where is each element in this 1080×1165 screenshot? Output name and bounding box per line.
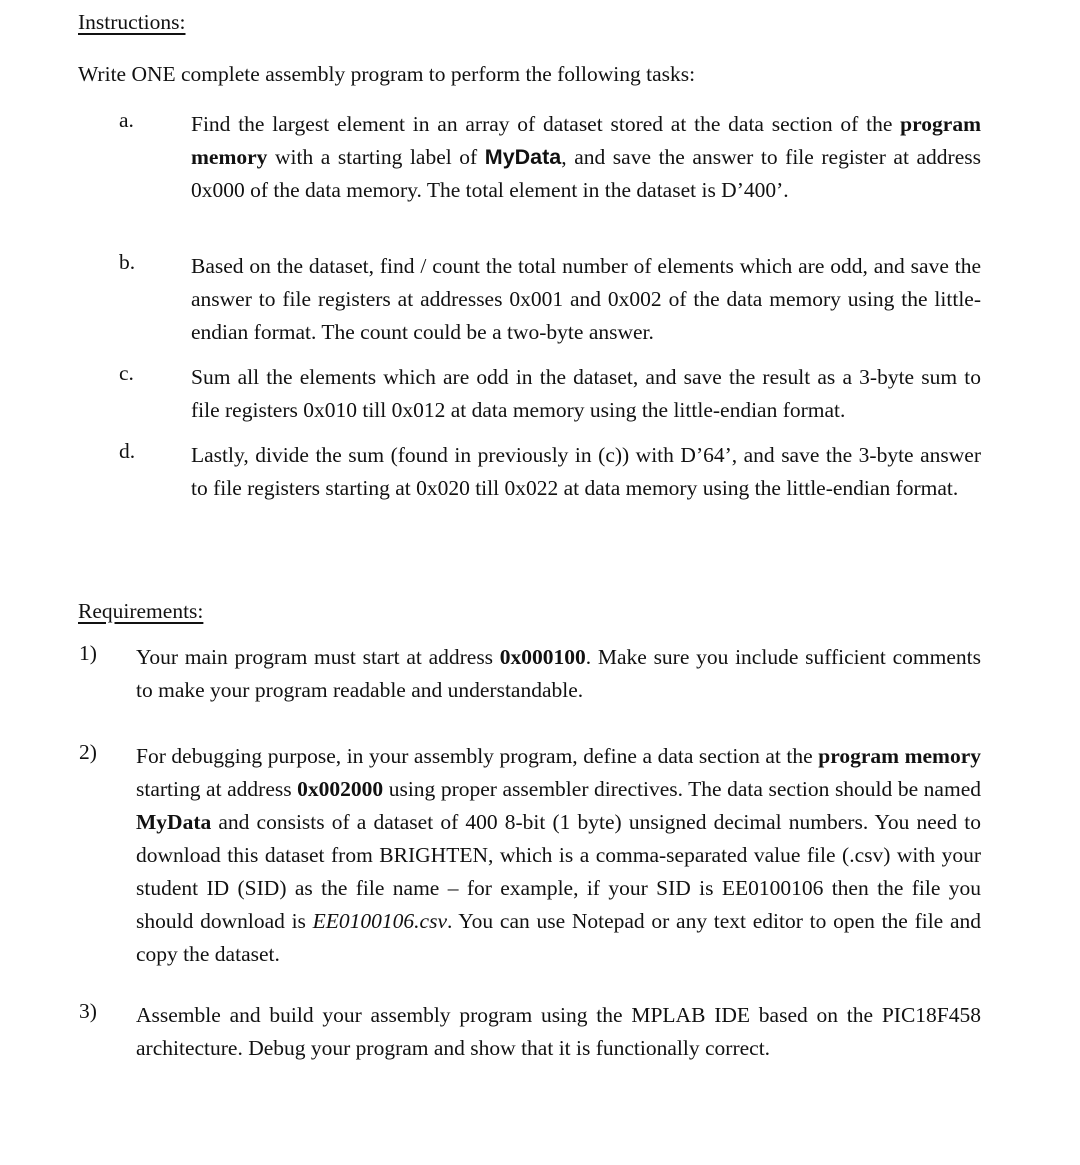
task-marker: b. — [119, 250, 136, 274]
task-marker: d. — [119, 439, 136, 463]
emphasis-section-name: MyData — [136, 810, 212, 834]
task-text: Sum all the elements which are odd in the dataset, and save the result as a 3-byte sum to file registers 0x010 till 0x012 at data memory using the little-endian format. — [191, 365, 981, 422]
mydata-label: MyData — [484, 145, 562, 169]
requirements-heading: Requirements: — [78, 599, 204, 623]
requirement-text: For debugging purpose, in your assembly program, define a data section at the program memory starting at address 0x002000 using proper assembler directives. The data section should be named MyData and consists of a dataset of 400 8-bit (1 byte) unsigned decimal numbers. You need to download this dataset from BRIGHTEN, which is a comma-separated value file (.csv) with your student ID (SID) as the file name – for example, if your SID is EE0100106 then the file you should download is EE0100106.csv. You can use Notepad or any text editor to open the file and copy the dataset. — [136, 744, 981, 966]
task-marker: c. — [119, 361, 134, 385]
task-text: Based on the dataset, find / count the total number of elements which are odd, and save the answer to file registers at addresses 0x001 and 0x002 of the data memory using the little-endian format. The count could be a two-byte answer. — [191, 254, 981, 344]
requirement-marker: 2) — [79, 740, 97, 764]
requirement-marker: 3) — [79, 999, 97, 1023]
emphasis-program-memory: program memory — [818, 744, 981, 768]
emphasis-program-memory: program memory — [191, 112, 981, 169]
task-marker: a. — [119, 108, 134, 132]
requirement-marker: 1) — [79, 641, 97, 665]
emphasis-address: 0x000100 — [499, 645, 586, 669]
task-text: Find the largest element in an array of dataset stored at the data section of the program memory with a starting label of MyData, and save the answer to file register at address 0x000 of the data memory. The total element in the dataset is D’400’. — [191, 112, 981, 202]
instructions-heading: Instructions: — [78, 10, 186, 34]
example-filename: EE0100106.csv — [312, 909, 447, 933]
intro-text: Write ONE complete assembly program to perform the following tasks: — [78, 62, 696, 86]
requirement-text: Your main program must start at address 0x000100. Make sure you include sufficient comments to make your program readable and understandable. — [136, 645, 981, 702]
requirement-text: Assemble and build your assembly program using the MPLAB IDE based on the PIC18F458 architecture. Debug your program and show that it is functionally correct. — [136, 1003, 981, 1060]
emphasis-address: 0x002000 — [297, 777, 384, 801]
task-text: Lastly, divide the sum (found in previously in (c)) with D’64’, and save the 3-byte answer to file registers starting at 0x020 till 0x022 at data memory using the little-endian format. — [191, 443, 981, 500]
